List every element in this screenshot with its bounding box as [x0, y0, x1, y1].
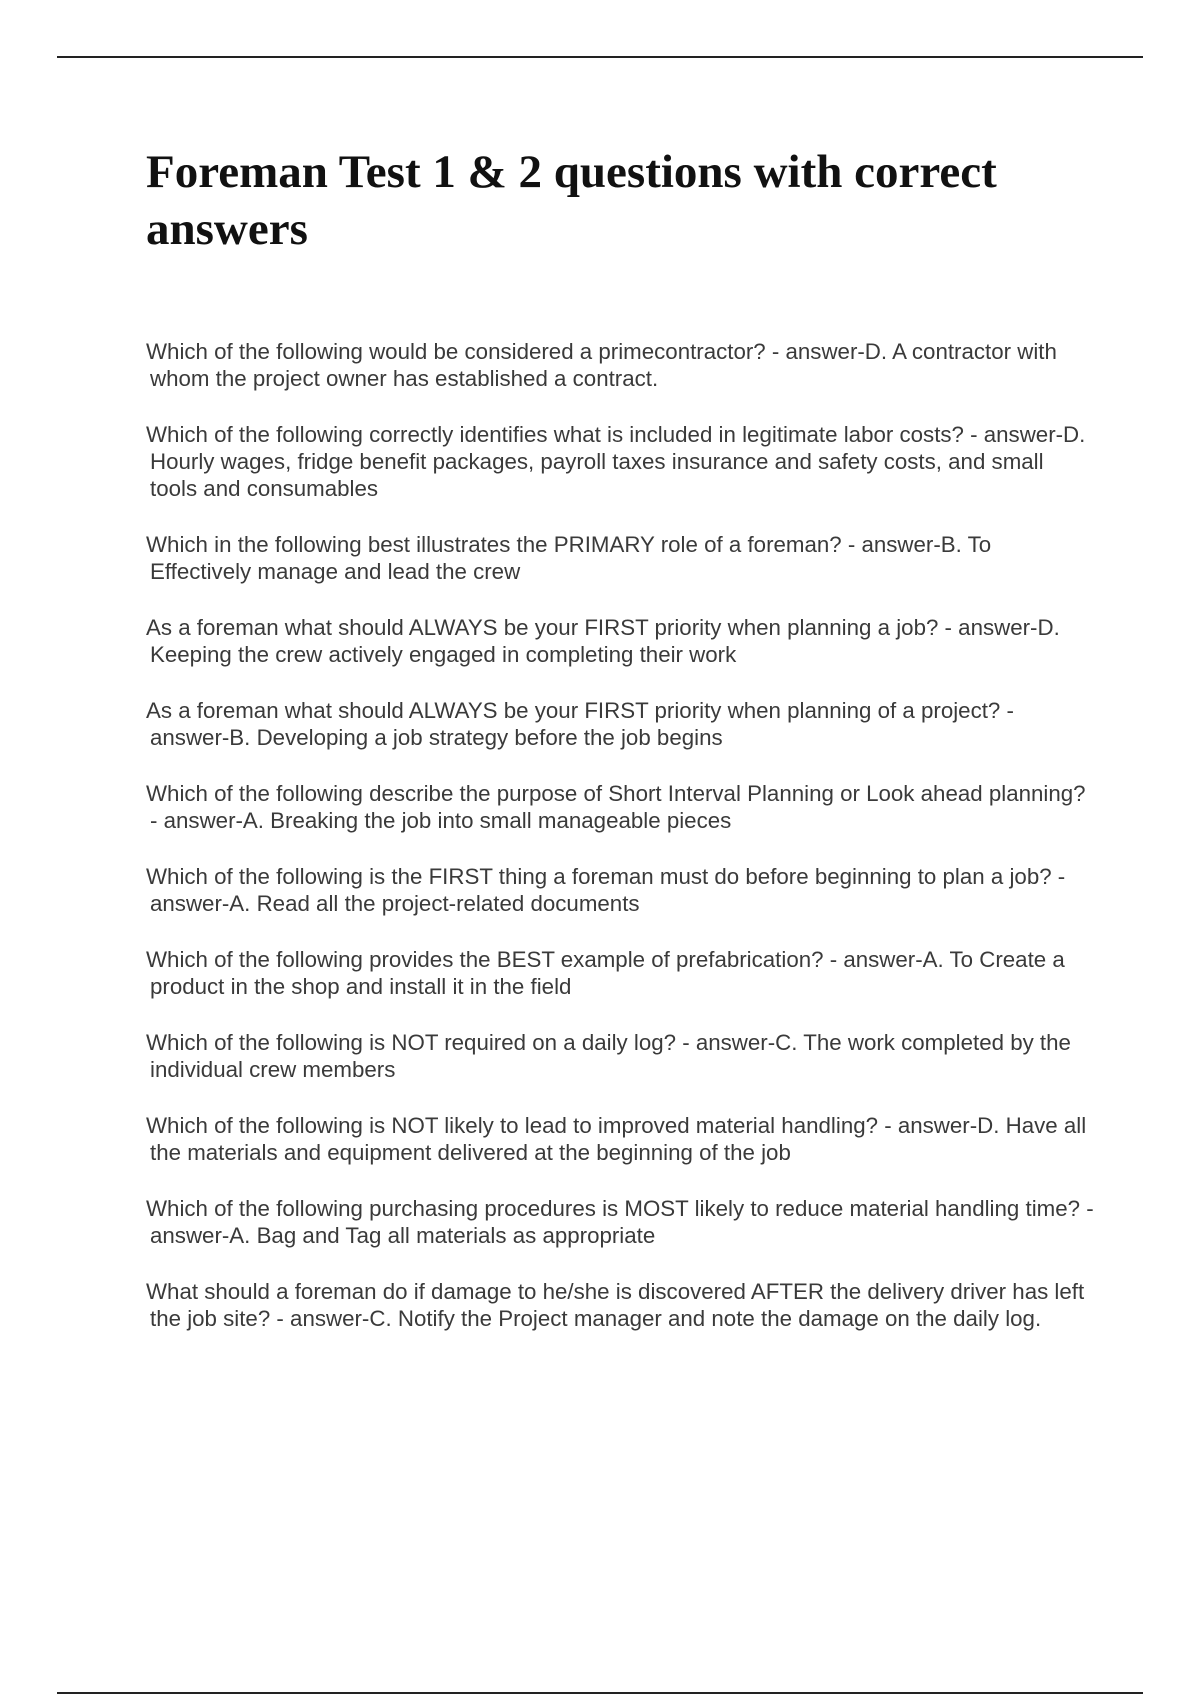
qa-item: Which in the following best illustrates the PRIMARY role of a foreman? - answer-B. To Effectively manage and lead the crew	[146, 532, 992, 584]
qa-item: Which of the following is the FIRST thing a foreman must do before beginning to plan a job? - answer-A. Read all the project-related documents	[146, 864, 1066, 916]
qa-item: As a foreman what should ALWAYS be your FIRST priority when planning a job? - answer-D. Keeping the crew actively engaged in completing their work	[146, 615, 1060, 667]
qa-item: Which of the following provides the BEST example of prefabrication? - answer-A. To Create a product in the shop and install it in the field	[146, 947, 1065, 999]
qa-item: Which of the following purchasing procedures is MOST likely to reduce material handling time? - answer-A. Bag and Tag all materials as appropriate	[146, 1196, 1094, 1248]
qa-item: As a foreman what should ALWAYS be your FIRST priority when planning of a project? - answer-B. Developing a job strategy before the job begins	[146, 698, 1014, 750]
header-rule	[57, 56, 1143, 58]
document-title: Foreman Test 1 & 2 questions with correct answers	[146, 146, 997, 255]
qa-item: Which of the following correctly identifies what is included in legitimate labor costs? - answer-D. Hourly wages, fridge benefit packages, payroll taxes insurance and safety costs, and small tools and consumables	[146, 422, 1086, 501]
footer-rule	[57, 1692, 1143, 1694]
qa-item: Which of the following is NOT likely to lead to improved material handling? - answer-D. Have all the materials and equipment delivered at the beginning of the job	[146, 1113, 1087, 1165]
qa-item: Which of the following describe the purpose of Short Interval Planning or Look ahead planning? - answer-A. Breaking the job into small manageable pieces	[146, 781, 1086, 833]
qa-item: Which of the following would be considered a primecontractor? - answer-D. A contractor with whom the project owner has established a contract.	[146, 339, 1057, 391]
qa-item: Which of the following is NOT required on a daily log? - answer-C. The work completed by the individual crew members	[146, 1030, 1071, 1082]
question-answer-list	[146, 338, 1096, 1361]
qa-item: What should a foreman do if damage to he/she is discovered AFTER the delivery driver has left the job site? - answer-C. Notify the Project manager and note the damage on the daily log.	[146, 1279, 1085, 1331]
